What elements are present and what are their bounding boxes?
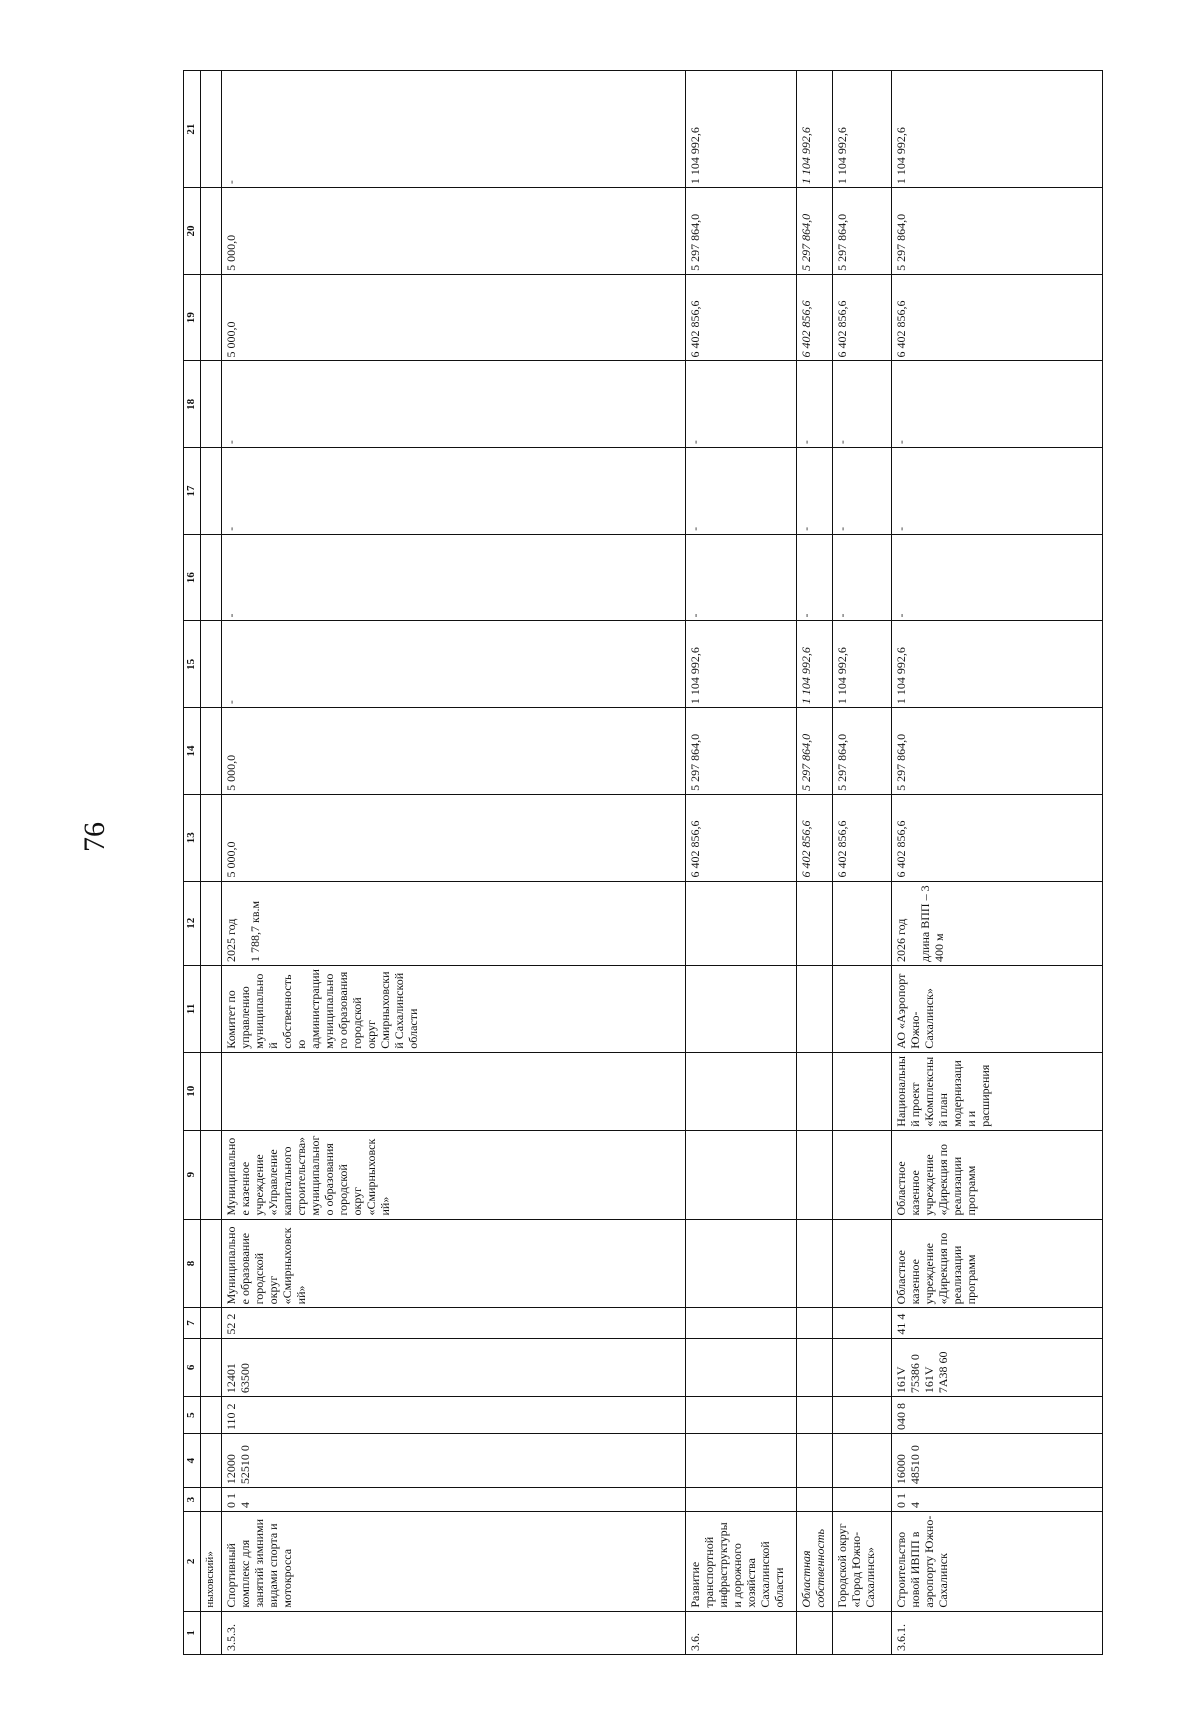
table-row [892, 71, 1103, 1655]
cell-c14: 5 297 864,0 [892, 708, 1103, 795]
cell-c9: Областное казенное учреждение «Дирекция по реализации программ [892, 1130, 1103, 1219]
column-number: 7 [184, 1308, 201, 1338]
cell-c16: - [686, 534, 797, 621]
cell-c17: - [221, 448, 685, 535]
column-number: 9 [184, 1130, 201, 1219]
column-number: 15 [184, 621, 201, 708]
column-number: 2 [184, 1512, 201, 1612]
column-number: 20 [184, 188, 201, 275]
cell-c19: 6 402 856,6 [686, 274, 797, 361]
cell-c14: 5 297 864,0 [832, 708, 891, 795]
cell-c16: - [221, 534, 685, 621]
cell-c12 [221, 881, 685, 966]
object-name: Спортивный комплекс для занятий зимними видами спорта и мотокросса [221, 1512, 685, 1612]
column-number: 12 [184, 881, 201, 966]
cell-c9: Муниципальное казенное учреждение «Управление капитального строительства» муниципального образования городской округ «Смирныховский» [221, 1130, 685, 1219]
cell-c16: - [797, 534, 833, 621]
cell-c16: - [832, 534, 891, 621]
column-number: 18 [184, 361, 201, 448]
cell-c18: - [832, 361, 891, 448]
cell-c5: 040 8 [892, 1397, 1103, 1434]
cell-c11: Комитет по управлению муниципальной собственностью администрации муниципального образования городской округ Смирныховский Сахалинской области [221, 966, 685, 1053]
cell-c13: 5 000,0 [221, 794, 685, 881]
cell-c13: 6 402 856,6 [686, 794, 797, 881]
cell-c19: 6 402 856,6 [797, 274, 833, 361]
rotated-table-wrapper [183, 70, 1103, 1655]
completion-year: 2025 год [223, 918, 238, 963]
row-number: 3.6.1. [892, 1611, 1103, 1654]
page-number: 76 [78, 822, 111, 852]
cell-c12 [892, 881, 1103, 966]
cell-c15: - [221, 621, 685, 708]
cell-c21: 1 104 992,6 [892, 71, 1103, 188]
cell-c13: 6 402 856,6 [797, 794, 833, 881]
cell-c17: - [797, 448, 833, 535]
cell-c10: Национальный проект «Комплексный план модернизации и расширения [892, 1052, 1103, 1130]
column-number: 21 [184, 71, 201, 188]
carry-over-row [201, 71, 222, 1655]
column-number-row [184, 71, 201, 1655]
cell-c4: 16000 48510 0 [892, 1434, 1103, 1488]
cell-c21: - [221, 71, 685, 188]
column-number: 3 [184, 1488, 201, 1512]
cell-c18: - [797, 361, 833, 448]
column-number: 14 [184, 708, 201, 795]
cell-c17: - [686, 448, 797, 535]
column-number: 4 [184, 1434, 201, 1488]
cell-c5: 110 2 [221, 1397, 685, 1434]
cell-c15: 1 104 992,6 [832, 621, 891, 708]
cell-c16: - [892, 534, 1103, 621]
cell-c19: 6 402 856,6 [892, 274, 1103, 361]
cell-c3: 0 1 4 [892, 1488, 1103, 1512]
row-number: 3.6. [686, 1611, 797, 1654]
cell-c18: - [892, 361, 1103, 448]
column-number: 8 [184, 1219, 201, 1308]
table-row [832, 71, 891, 1655]
column-number: 11 [184, 966, 201, 1053]
object-name: Областная собственность [797, 1512, 833, 1612]
cell-c14: 5 297 864,0 [797, 708, 833, 795]
cell-c8: Муниципальное образование городской округ «Смирныховский» [221, 1219, 685, 1308]
cell-c19: 6 402 856,6 [832, 274, 891, 361]
cell-c20: 5 297 864,0 [686, 188, 797, 275]
cell-c13: 6 402 856,6 [832, 794, 891, 881]
column-number: 16 [184, 534, 201, 621]
column-number: 13 [184, 794, 201, 881]
cell-c19: 5 000,0 [221, 274, 685, 361]
cell-c18: - [686, 361, 797, 448]
budget-table [183, 70, 1103, 1655]
column-number: 17 [184, 448, 201, 535]
table-row [797, 71, 833, 1655]
capacity: 1 788,7 кв.м [247, 900, 262, 963]
cell-c21: 1 104 992,6 [686, 71, 797, 188]
cell-c15: 1 104 992,6 [686, 621, 797, 708]
cell-c3: 0 1 4 [221, 1488, 685, 1512]
column-number: 10 [184, 1052, 201, 1130]
cell-c17: - [832, 448, 891, 535]
cell-c6: 161V 75386 0 161V 7А38 60 [892, 1338, 1103, 1397]
table-row [221, 71, 685, 1655]
cell-c7: 41 4 [892, 1308, 1103, 1338]
cell-c14: 5 000,0 [221, 708, 685, 795]
cell-c14: 5 297 864,0 [686, 708, 797, 795]
capacity: длина ВПП – 3 400 м [918, 885, 947, 963]
cell-c10 [221, 1052, 685, 1130]
column-number: 5 [184, 1397, 201, 1434]
cell-c20: 5 297 864,0 [832, 188, 891, 275]
carry-over-text: ныховский» [201, 1512, 222, 1612]
object-name: Городской округ «Город Южно-Сахалинск» [832, 1512, 891, 1612]
cell-c6: 12401 63500 [221, 1338, 685, 1397]
cell-c21: 1 104 992,6 [832, 71, 891, 188]
cell-c20: 5 000,0 [221, 188, 685, 275]
row-number: 3.5.3. [221, 1611, 685, 1654]
cell-c18: - [221, 361, 685, 448]
cell-c20: 5 297 864,0 [892, 188, 1103, 275]
cell-c8: Областное казенное учреждение «Дирекция по реализации программ [892, 1219, 1103, 1308]
cell-c15: 1 104 992,6 [797, 621, 833, 708]
object-name: Развитие транспортной инфраструктуры и дорожного хозяйства Сахалинской области [686, 1512, 797, 1612]
column-number: 19 [184, 274, 201, 361]
cell-c20: 5 297 864,0 [797, 188, 833, 275]
cell-c4: 12000 52510 0 [221, 1434, 685, 1488]
cell-c13: 6 402 856,6 [892, 794, 1103, 881]
cell-c21: 1 104 992,6 [797, 71, 833, 188]
completion-year: 2026 год [894, 918, 909, 963]
cell-c17: - [892, 448, 1103, 535]
column-number: 1 [184, 1611, 201, 1654]
cell-c7: 52 2 [221, 1308, 685, 1338]
object-name: Строительство новой ИВПП в аэропорту Южно-Сахалинск [892, 1512, 1103, 1612]
cell-c15: 1 104 992,6 [892, 621, 1103, 708]
column-number: 6 [184, 1338, 201, 1397]
cell-c11: АО «Аэропорт Южно-Сахалинск» [892, 966, 1103, 1053]
table-row [686, 71, 797, 1655]
